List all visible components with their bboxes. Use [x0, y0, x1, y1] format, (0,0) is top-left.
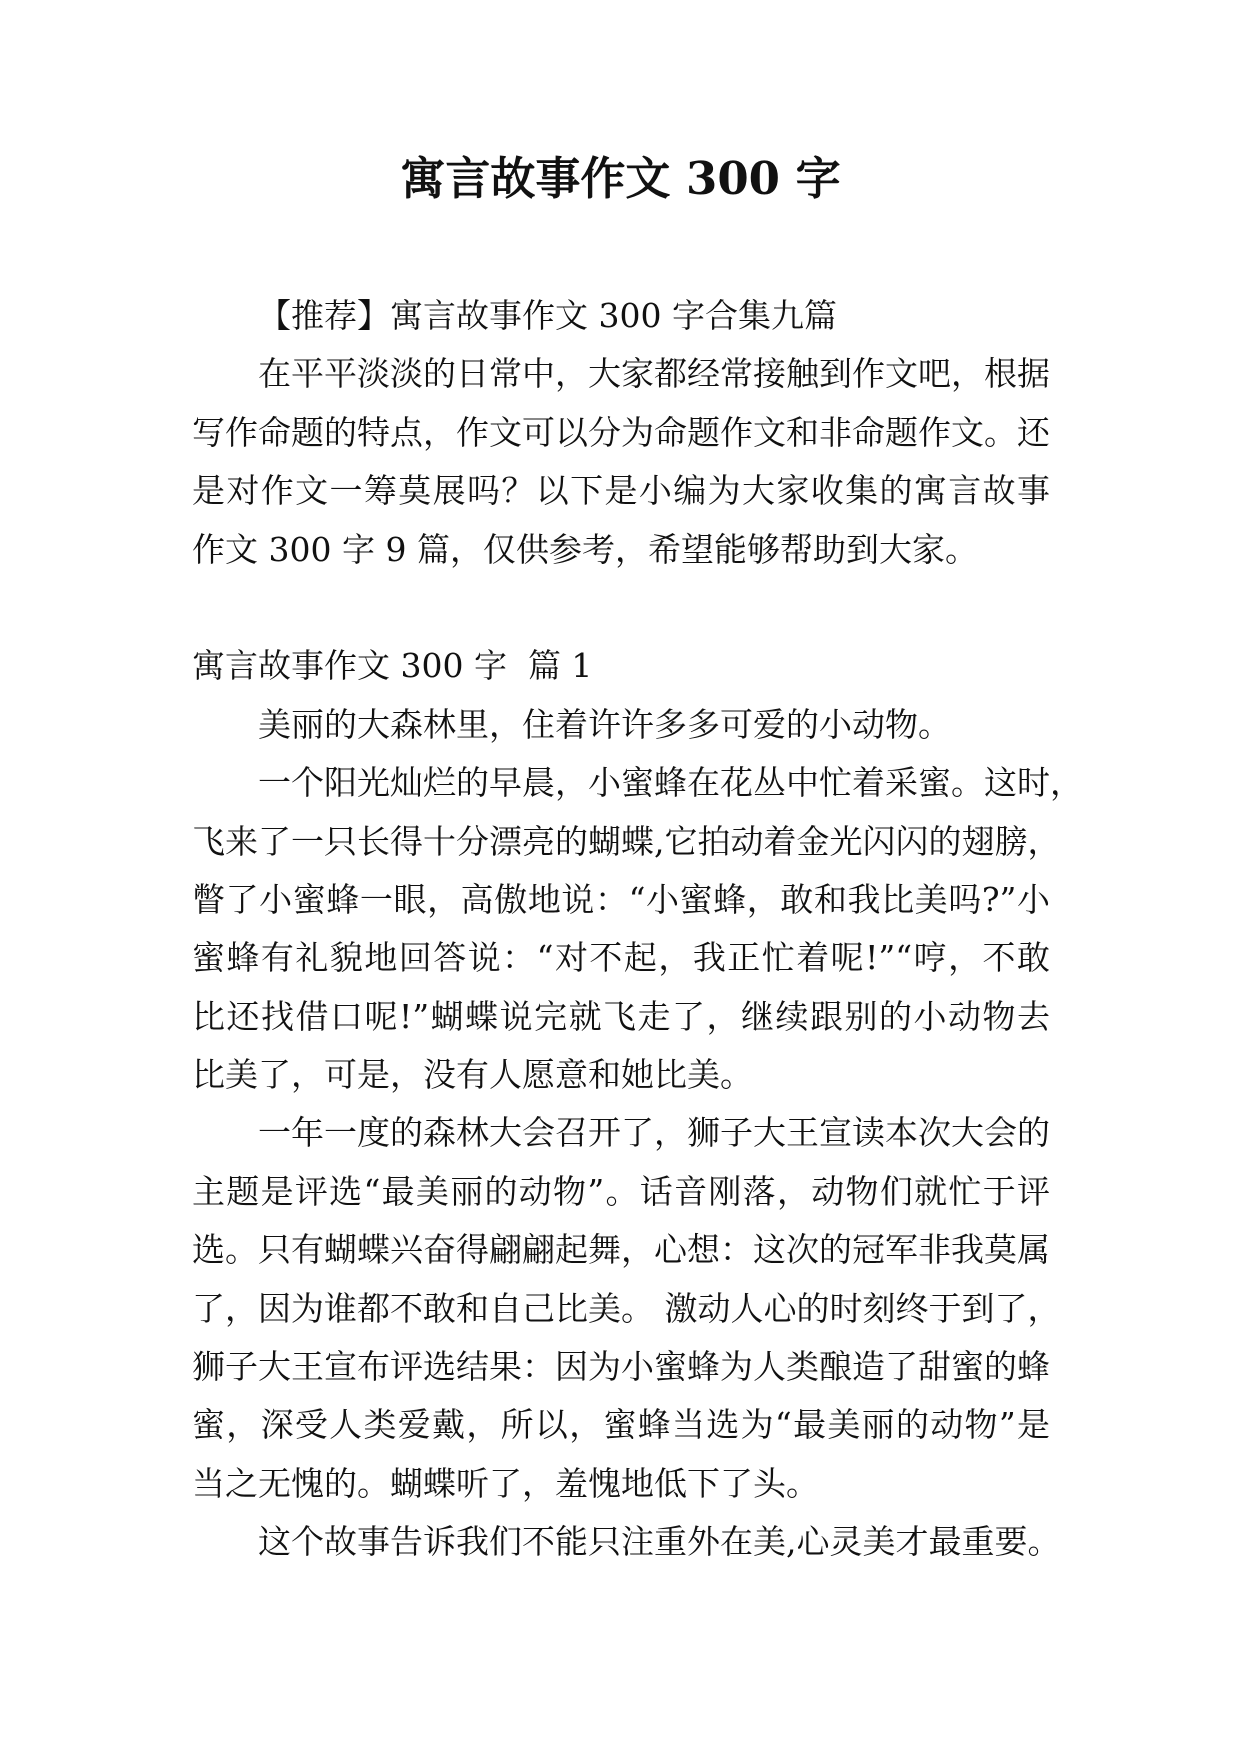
intro-paragraph	[192, 345, 1050, 579]
paragraph-line: 蜜蜂有礼貌地回答说：“对不起，我正忙着呢!”“哼，不敢	[192, 938, 1050, 978]
paragraph-line: 比美了，可是，没有人愿意和她比美。	[192, 1055, 753, 1095]
story-paragraph	[192, 696, 1050, 754]
paragraph-line: 飞来了一只长得十分漂亮的蝴蝶,它拍动着金光闪闪的翅膀，	[192, 821, 1061, 861]
recommend-line: 【推荐】寓言故事作文 300 字合集九篇	[258, 296, 837, 335]
story-paragraph	[192, 1513, 1061, 1571]
intro-line: 在平平淡淡的日常中，大家都经常接触到作文吧，根据	[258, 354, 1050, 394]
story-paragraph	[192, 754, 1083, 1104]
paragraph-line: 主题是评选“最美丽的动物”。话音刚落，动物们就忙于评	[192, 1171, 1050, 1211]
document-body	[192, 287, 1083, 1572]
intro-line: 是对作文一筹莫展吗？以下是小编为大家收集的寓言故事	[192, 471, 1050, 511]
intro-line: 作文 300 字 9 篇，仅供参考，希望能够帮助到大家。	[192, 529, 978, 569]
story-paragraph	[192, 1104, 1061, 1513]
intro-line: 写作命题的特点，作文可以分为命题作文和非命题作文。还	[192, 412, 1050, 452]
paragraph-line: 美丽的大森林里，住着许许多多可爱的小动物。	[258, 704, 951, 744]
paragraph-line: 了，因为谁都不敢和自己比美。 激动人心的时刻终于到了，	[192, 1288, 1061, 1328]
paragraph-line: 这个故事告诉我们不能只注重外在美,心灵美才最重要。	[258, 1522, 1061, 1562]
paragraph-line: 一年一度的森林大会召开了，狮子大王宣读本次大会的	[258, 1113, 1050, 1153]
paragraph-line: 狮子大王宣布评选结果：因为小蜜蜂为人类酿造了甜蜜的蜂	[192, 1347, 1050, 1387]
paragraph-line: 当之无愧的。蝴蝶听了，羞愧地低下了头。	[192, 1463, 819, 1503]
section-heading: 寓言故事作文 300 字 篇 1	[192, 646, 593, 686]
paragraph-line: 瞥了小蜜蜂一眼，高傲地说：“小蜜蜂，敢和我比美吗?”小	[192, 879, 1050, 919]
paragraph-line: 一个阳光灿烂的早晨，小蜜蜂在花丛中忙着采蜜。这时，	[258, 763, 1083, 803]
paragraph-line: 蜜，深受人类爱戴，所以，蜜蜂当选为“最美丽的动物”是	[192, 1405, 1050, 1445]
document-title: 寓言故事作文 300 字	[400, 152, 841, 205]
paragraph-line: 选。只有蝴蝶兴奋得翩翩起舞，心想：这次的冠军非我莫属	[192, 1230, 1050, 1270]
paragraph-line: 比还找借口呢!”蝴蝶说完就飞走了，继续跟别的小动物去	[192, 996, 1050, 1036]
